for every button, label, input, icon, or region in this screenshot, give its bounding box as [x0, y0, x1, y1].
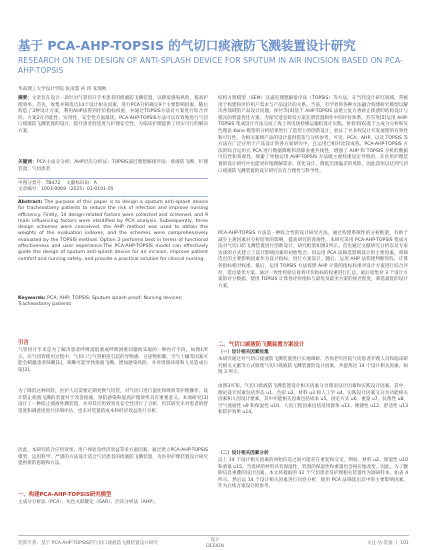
abstract-cn-label: 摘要： [18, 96, 32, 101]
keywords-cn-text: PCA主成分分析；AHP层次分析法；TOPSIS逼近理想解排序法；痰液防飞溅；护理装置；气切患者 [18, 160, 208, 172]
section-heading-1: 一、构建PCA-AHP-TOPSIS研究模型 [18, 492, 112, 498]
section-1-paragraph: 主成分分析法（PCA）、灰色关联键定（GAR）、层次分析法（AHP）、 [18, 500, 159, 505]
article-number: 文章编号：1003-0069（2025）03-0101-05 [18, 187, 114, 193]
divider [18, 196, 208, 197]
section-heading-intro: 引言 [18, 340, 29, 346]
article-title-english: RESEARCH ON THE DESIGN OF ANTI-SPLASH DEVICE FOR SPUTUM IN AIR INCISION BASED ON PCA-AHP-TOPSIS [18, 56, 404, 75]
divider [18, 178, 208, 179]
footer-journal-mark [190, 538, 240, 549]
footer-divider [18, 535, 409, 536]
subsection-heading: （二）设计相关因素分析 [218, 451, 269, 456]
keywords-cn-label: 关键词： [18, 160, 37, 165]
footer-page-number: 关注·丛·装置 丨 101 [366, 541, 409, 546]
abstract-en [18, 200, 208, 263]
article-title: 基于 PCA-AHP-TOPSIS 的气切口痰液防飞溅装置设计研究 [18, 38, 356, 53]
keywords-en-label: Keywords: [18, 296, 46, 301]
page-footer [0, 537, 427, 550]
section-heading-2: 二、气切口痰液防飞溅装置方案设计 [218, 342, 305, 348]
intro-paragraph: 因此，本研究结合应用效果、用户体验及经济效益等多方面因素，通过建立PCA-AHP-TOPSIS模型，运用科学、严谨的方法设计适合气切患者的痰液防飞溅装置，为医用护理装置设计研究提供新的思路和方法。 [18, 448, 208, 467]
right-paragraph: PCA-AHP-TOPSIS 方法是一种综合性的设计研究方法，通过构建系统性的分析框架，有助于减少主观因素对分析结果的影响，提高研究的客观性。本研究采用 PCA-AHP-TOPSIS 集成方法对气切口防飞溅装置进行创新设计，研究框架如图2所示。首先通过文献研究分析以及专家访谈的方式建立了设计影响因素的初始集合。再运用 PCA 法筛选影响设计的主要因素，将筛选出的主要影响因素作为设计指标，进行方案设计。随后，运用 AHP 法构建判断矩阵，计算各指标相对权重。最后，运用 TOPSIS 方法按照 AHP 计算的指标权重对设计方案进行综合评价，选出最优方案。通过一致性检验后再将评价指标的权重进行汇总。最后收集对 3 个设计方案的评分数据，使用 TOPSIS 计算各评价指标与最优及最劣方案的接近程度，筛选最优的设计方案。 [218, 231, 408, 289]
section-2-paragraph: 本研究通过对气切口痰液防飞溅装置进行实地调研、咨询老年医院气切患者护理人员和临床研究相关文献等方式收集气切口痰液防飞溅装置的设计因素，共提炼出 14 个设计相关因素，如图 3 所示。 [218, 357, 408, 376]
meta-info [18, 181, 208, 194]
subsection-heading: （一）设计相关因素收集 [218, 350, 269, 355]
keywords-en [18, 296, 208, 309]
section-2-paragraph: 以上 14 个设计相关因素的初始信息之间可能存在重复和交叉。例如，材料 u2、保湿性 u10 和重量 u15。当选择的材料具有保湿性，装置的保湿性和重量也会相应地改变。因此，为了删除信息重叠的设计因素，本文将提取的 31 个气切患者及护理相关装置作为调研样本，如表 4 所示。然后以 14 个设计相关因素进行问卷分析，使用 PCA 法筛选出其中的主要影响因素，作为后续方案设计的参考。 [218, 458, 408, 490]
keywords-en-text: PCA; AHP; TOPSIS; Sputum splash proof; Nursing devices; Tracheostomy patients [18, 296, 183, 308]
intro-paragraph: 为了降低这种风险，医护人员需要定期更换气切管，对气切口进行湿化和吸痰等护理操作。设计防止痰液飞溅的装置对于改善痰液，预防感染和提高护理效率具有重要意义。本项研究[3]设计了一种防止痰液外溅装置，并对其应用效果及安全性进行了分析，但其研究未对患者的舒适度和满意度进行详细评估，也未对装置的成本和经济效益进行分析。 [18, 389, 208, 414]
authors: 华南理工大学设计学院 张雨慧 孙 玮 张瑞秋 [18, 87, 107, 92]
footer-journal-cn: 设计 [210, 538, 220, 543]
section-2-paragraph: 由图3可知，气切口痰液防飞溅装置设计相关因素分为理论设计因素和实践设计因素。其中，理论设计因素包括形态 u1、色彩 u2、材料 u3 和人工学 u4。实践设计因素又分为功能相关因素和人因设计要素，其中功能相关因素包括成本 u5、固定方式 u6、重量 u7、抗菌性 u8、空气流通性 u9 和保湿性 u10。人因工程因素包括适用群体 u11、便捷性 u12、舒适性 u13 和防护效果 u14。 [218, 384, 408, 416]
intro-paragraph: 气管切开手术是为了解决患者呼吸道阻塞或呼吸困难问题而采取的一种医疗手段，如图1所示。在气切管使用过程中，气切口与气管相连引起的异物感、分泌物积聚、空气干燥等因素可能会刺激患者咳嗽[1]，咳嗽可能导致痰液飞溅。增加感染风险，并对周围环境和人员造成污染[2]。 [18, 348, 208, 373]
abstract-en-label: Abstract: [18, 200, 43, 205]
keywords-cn [18, 160, 208, 173]
document-code: 文献标识码：A [66, 181, 97, 186]
abstract-cn-text: 文章旨在设计一款针对气管切开手术患者的痰液防飞溅装置，以降低感染风险，提高护理效率。首先，收集并筛选出14个设计相关因素，进行PCA分析确定9个主要影响因素，随后构造了3种设计方案，利用AHP法得到评价指标权重，并通过TOPSIS方法对方案进行综合评价，方案2在功能性、实用性、安全性方面最优。PCA-AHP-TOPSIS方法可以有效地进行气切口痰液防飞溅装置的设计，提升患者舒适度与护理安全性，为临床护理提供了切实可行的解决方案。 [18, 96, 208, 134]
right-paragraph: 结构方程模型（SEM）及逼近理想解排序法（TOPSIS）等方法，在当代设计研究领域，常被用于构建和评价用户需求与产品设计的关系。当前，有学者将各种方法融合构建研究模型以解决各领域的产品设计问题。侯付等[4]基于 AHP-TOPSIS 法建立复方香砂止痰泄的结构设计与模具的智能优化方案。为探究适宜研发方案在泄装置制作中的评价体系，苏雪英[5]运用 AHP-TOPSIS 集成设计方法完成了海上风电场检修运输机设计实践。侯春荣[6]基于主成分分析和灰色理论 Kano 模型的分析结果进行了造型上的创新设计，验证了并多权设计开发流程的有效性和可行性，为相关案例产品的设计提供借鉴与分析参考。可见，PCA、AHP、以及 TOPSIS 等方法在广泛应用于产品设计的各方面研究中，且运用已相对比较成熟。PCA-AHP-TOPSIS 方法的综合运用在 PCA 进行数据降维和消除多重共线性，增强了 AHP 和 TOPSIS 分析的数据可信性和客观性，规避了单独运用 AHP-TOPSIS 方法做主观权重设定导致的，在医用护理装置的设计研究中也能更好地理解需求、优化设计，降低出现偏差的风险，因此适用以达到气切口痰液防飞溅装置的设计研究具有合理性与科学性。 [218, 96, 408, 174]
footer-journal-en: DESIGN [206, 543, 224, 549]
abstract-cn [18, 96, 208, 136]
footer-running-title: 装饰专著：基于 PCA-AHP-TOPSIS的气切口痰液防飞溅装置设计研究 [18, 541, 158, 546]
abstract-en-text: The purpose of this paper is to design a sputum anti-splash device for tracheostomy patients to reduce the risk of infection and improve nursing efficiency. Firstly, 14 design-related factors were collected and screened, and 9 main influencing factors were identified by PCA analysis. Subsequently, three design schemes were conceived, the AHP method was used to obtain the weights of the evaluation indexes, and the schemes were comprehensively evaluated by the TOPSIS method. Option 2 performs best in terms of functional effectiveness and user experience.The PCA-AHP-TOPSIS model can effectively guide the design of sputum anti-splash device for air incision, improve patient comfort and nursing safety, and provide a practical solution for clinical nursing. [18, 200, 208, 262]
class-number: 中图分类号：TB472 [18, 181, 61, 186]
